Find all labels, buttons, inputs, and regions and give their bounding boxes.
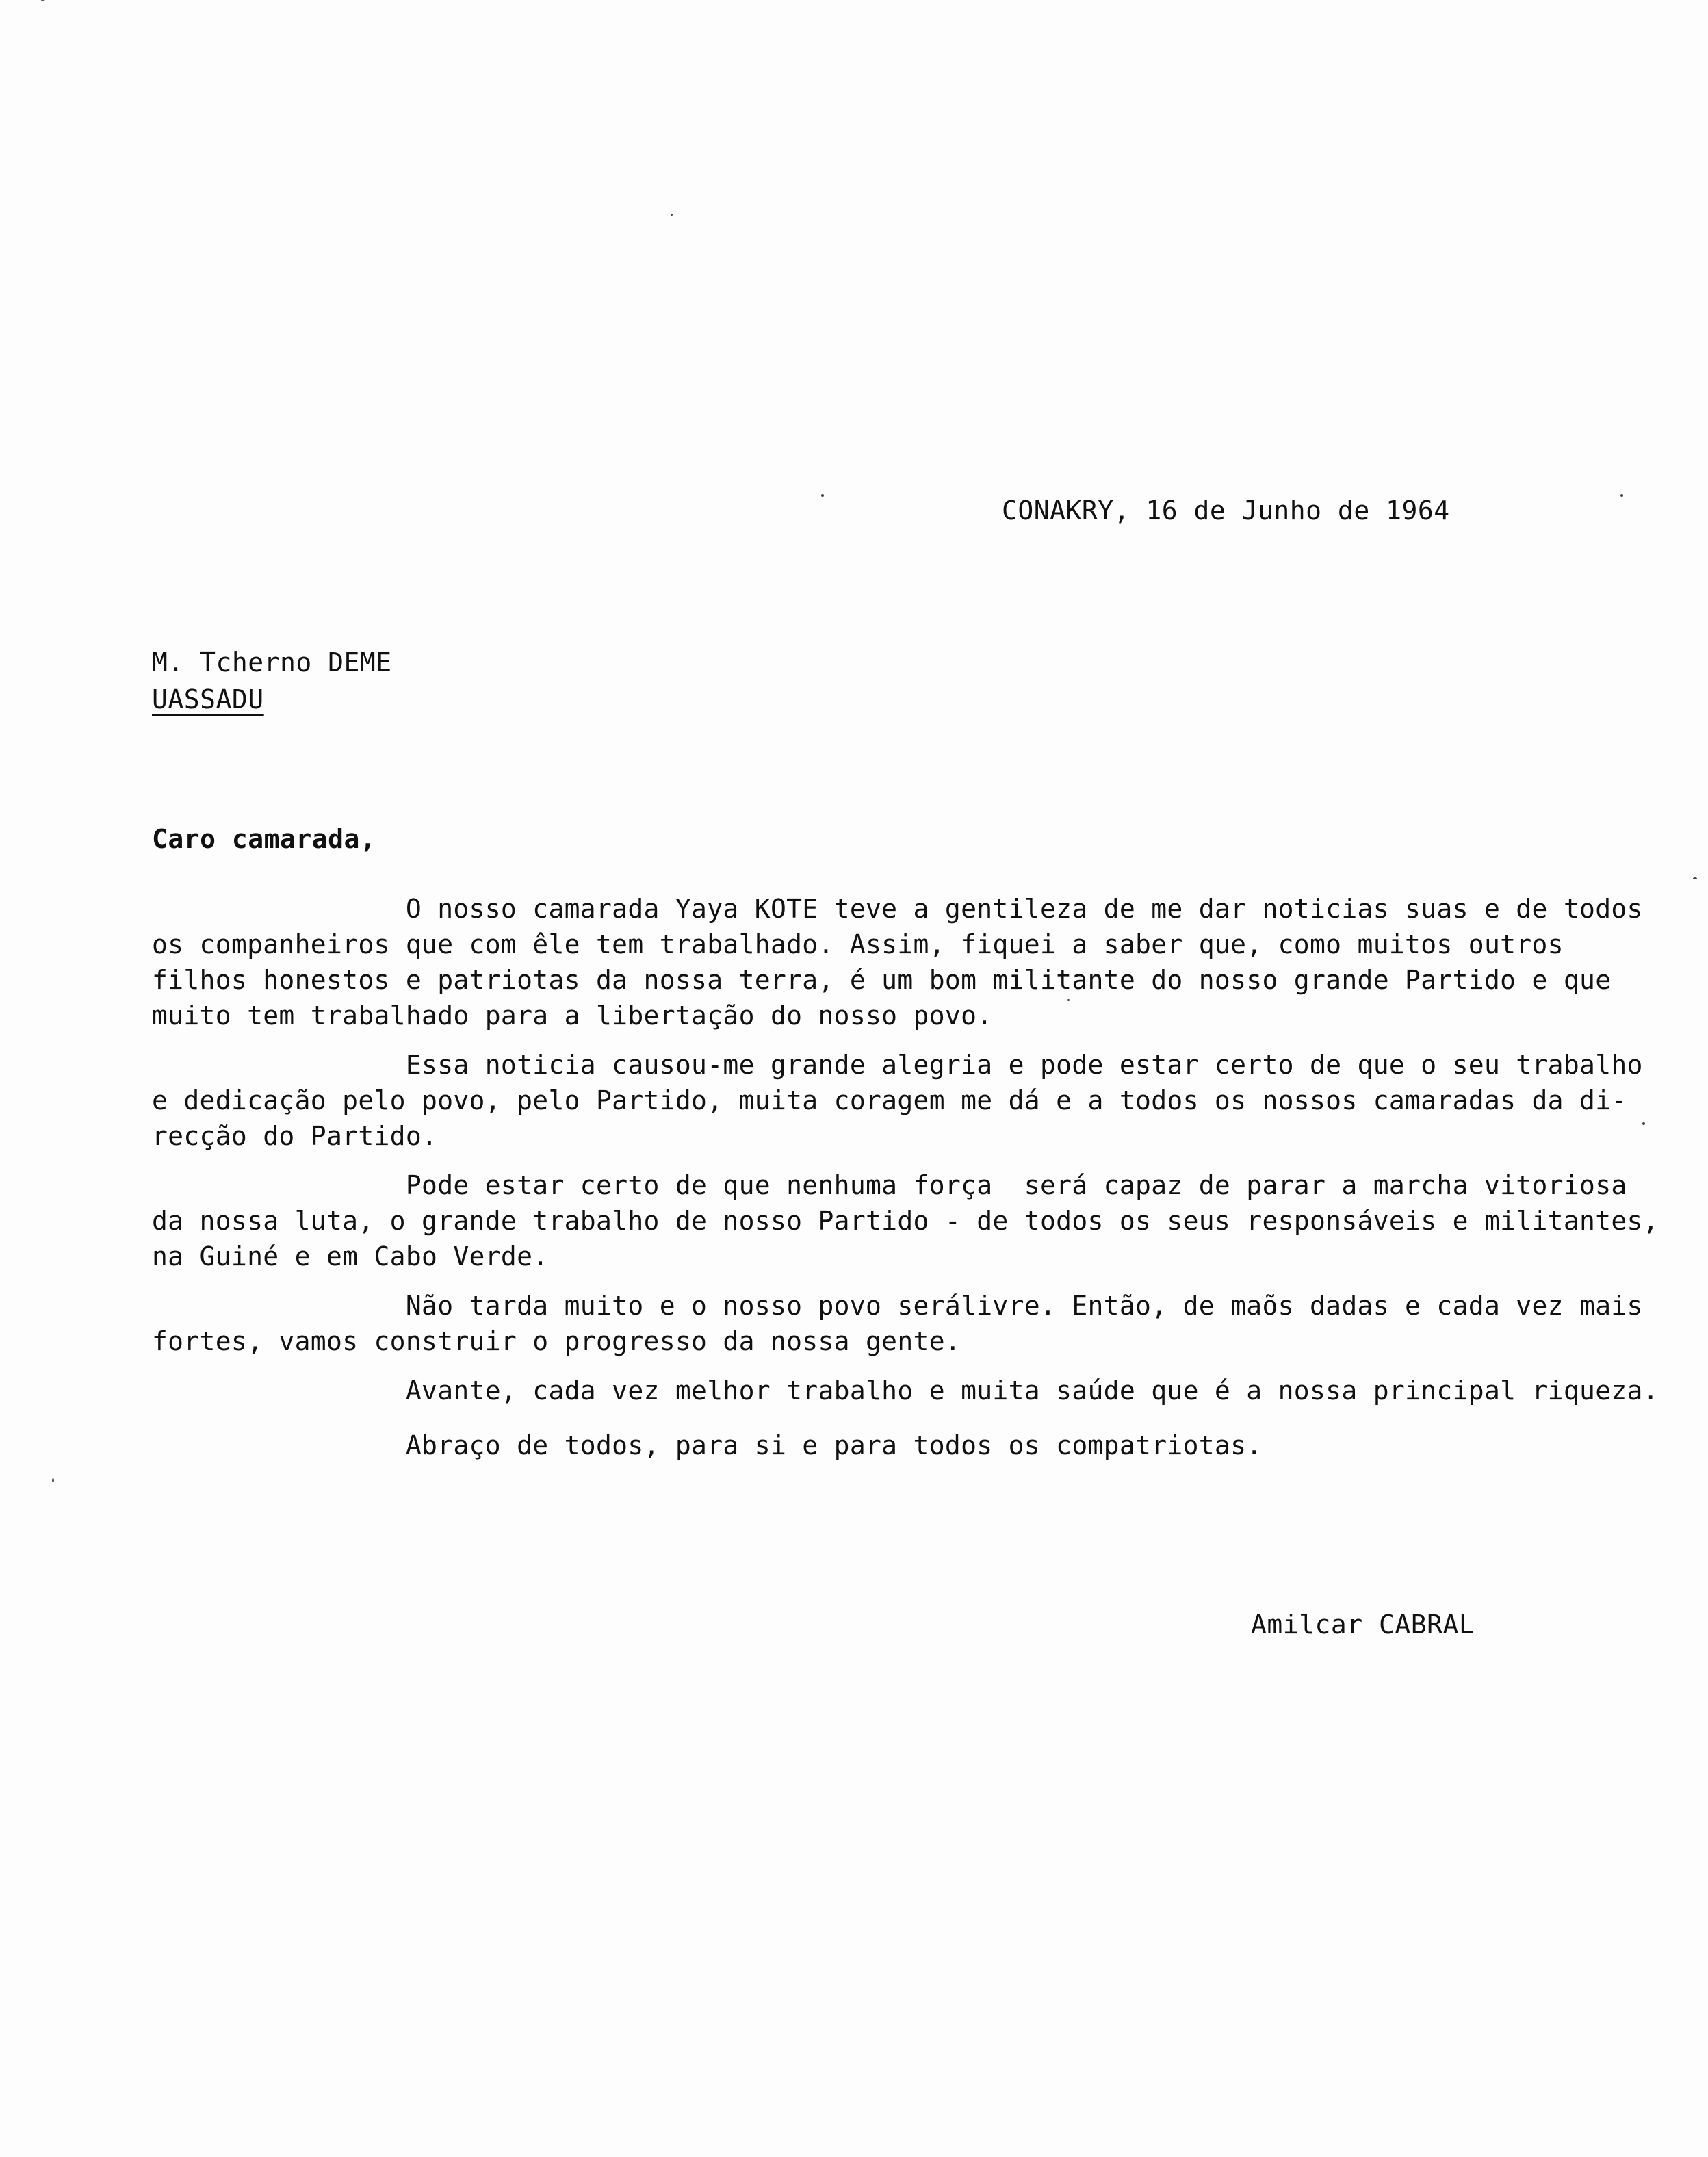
paragraph-3: Pode estar certo de que nenhuma força será capaz de parar a marcha vitoriosa da nossa luta, o grande trabalho de nosso Partido - de todos os seus responsáveis e militantes, na Guiné e em Cabo Verde.	[152, 1170, 1659, 1271]
paper-speck	[52, 1478, 54, 1482]
paragraph-2: Essa noticia causou-me grande alegria e pode estar certo de que o seu trabalho e dedicação pelo povo, pelo Partido, muita coragem me dá e a todos os nossos camaradas da di- recção do Partido.	[152, 1050, 1643, 1151]
paper-speck	[1693, 877, 1697, 879]
recipient-name: M. Tcherno DEME	[152, 647, 392, 677]
paper-speck	[671, 214, 673, 216]
paragraph-4: Não tarda muito e o nosso povo serálivre. Então, de maõs dadas e cada vez mais fortes, vamos construir o progresso da nossa gente.	[152, 1291, 1643, 1356]
paragraph-1: O nosso camarada Yaya KOTE teve a gentileza de me dar noticias suas e de todos os companheiros que com êle tem trabalhado. Assim, fiquei a saber que, como muitos outros filhos honestos e patriotas da nossa terra, é um bom militante do nosso grande Partido e que muito tem trabalhado para a libertação do nosso povo.	[152, 894, 1643, 1031]
salutation: Caro camarada,	[152, 824, 376, 854]
paper-speck	[1068, 999, 1070, 1001]
corner-pen-mark	[41, 0, 100, 1]
signature: Amilcar CABRAL	[1251, 1610, 1475, 1640]
date-line: CONAKRY, 16 de Junho de 1964	[1002, 495, 1450, 526]
paper-speck	[1642, 1122, 1645, 1125]
paper-speck	[821, 494, 824, 497]
paragraph-5: Avante, cada vez melhor trabalho e muita saúde que é a nossa principal riqueza.	[152, 1375, 1659, 1406]
recipient-place: UASSADU	[152, 684, 264, 714]
paragraph-6: Abraço de todos, para si e para todos os compatriotas.	[152, 1430, 1263, 1460]
paper-speck	[1620, 494, 1623, 497]
